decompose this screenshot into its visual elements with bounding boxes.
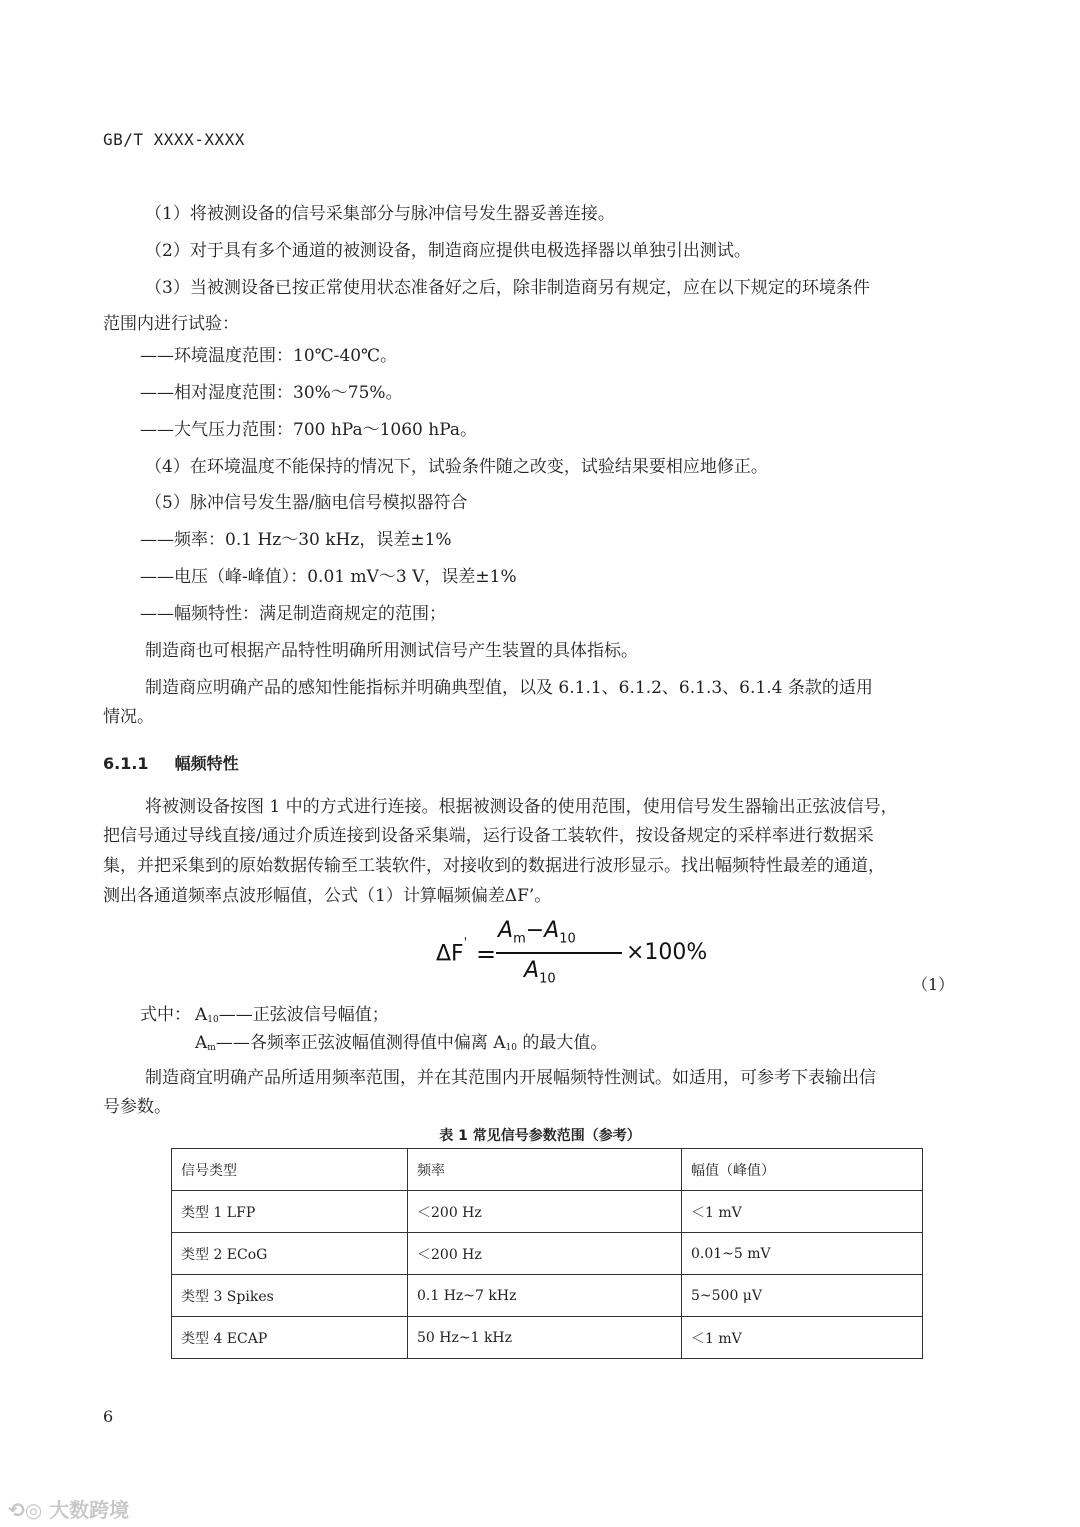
env-pressure: ——大气压力范围：700 hPa～1060 hPa。 [140,420,478,440]
table-cell: ＜1 mV [682,1191,923,1233]
table-cell: 0.01~5 mV [682,1233,923,1275]
section-body-line-1: 将被测设备按图 1 中的方式进行连接。根据被测设备的使用范围，使用信号发生器输出正弦波信号， [145,797,898,817]
paragraph-3-line-2: 范围内进行试验： [103,314,239,334]
paragraph-1: （1）将被测设备的信号采集部分与脉冲信号发生器妥善连接。 [145,204,615,224]
table-header-cell: 频率 [408,1149,682,1191]
paragraph-7-line-1: 制造商应明确产品的感知性能指标并明确典型值，以及 6.1.1、6.1.2、6.1.3、6.1.4 条款的适用 [145,678,873,698]
spec-amplitude: ——幅频特性：满足制造商规定的范围； [140,604,446,624]
section-body-line-3: 集，并把采集到的原始数据传输至工装软件，对接收到的数据进行波形显示。找出幅频特性最差的通道， [103,856,885,876]
paragraph-5: （5）脉冲信号发生器/脑电信号模拟器符合 [145,493,468,513]
table-cell: ＜200 Hz [408,1233,682,1275]
table-cell: 5~500 μV [682,1275,923,1317]
formula-rhs: ×100% [626,940,708,965]
page-number: 6 [103,1407,114,1426]
paragraph-2: （2）对于具有多个通道的被测设备，制造商应提供电极选择器以单独引出测试。 [145,241,751,261]
equation-number: （1） [912,975,955,994]
table-row [172,1191,923,1233]
spec-voltage: ——电压（峰-峰值）：0.01 mV～3 V，误差±1% [140,567,517,587]
table-header-cell: 幅值（峰值） [682,1149,923,1191]
table-header-row [172,1149,923,1191]
standard-code: GB/T XXXX-XXXX [103,130,245,149]
env-humidity: ——相对湿度范围：30%～75%。 [140,383,403,403]
formula-equals: = [476,940,497,968]
table-title: 表 1 常见信号参数范围（参考） [439,1128,641,1144]
section-body-line-4: 测出各通道频率点波形幅值，公式（1）计算幅频偏差ΔF’。 [103,886,552,906]
section-number: 6.1.1 [103,754,149,773]
section-title: 幅频特性 [174,754,239,773]
paragraph-6: 制造商也可根据产品特性明确所用测试信号产生装置的具体指标。 [145,641,638,661]
table-cell: 50 Hz~1 kHz [408,1317,682,1359]
table-row [172,1275,923,1317]
paragraph-4: （4）在环境温度不能保持的情况下，试验条件随之改变，试验结果要相应地修正。 [145,457,768,477]
table-cell: ＜1 mV [682,1317,923,1359]
section-body-line-2: 把信号通过导线直接/通过介质连接到设备采集端，运行设备工装软件，按设备规定的采样率进行数据采 [103,826,874,846]
signal-parameter-table [171,1148,923,1359]
closing-line-1: 制造商宜明确产品所适用频率范围，并在其范围内开展幅频特性测试。如适用，可参考下表输出信 [145,1068,876,1088]
table-row [172,1233,923,1275]
paragraph-3-line-1: （3）当被测设备已按正常使用状态准备好之后，除非制造商另有规定，应在以下规定的环境条件 [145,278,870,298]
formula-numerator: $A_m-A_{10}$ [498,918,576,947]
formula-denominator: $A_{10}$ [524,958,556,987]
paragraph-7-line-2: 情况。 [103,707,154,727]
table-row [172,1317,923,1359]
table-cell: 类型 1 LFP [172,1191,408,1233]
where-label: 式中： [140,1005,191,1025]
fraction-bar [496,952,622,954]
table-header-cell: 信号类型 [172,1149,408,1191]
table-cell: 类型 3 Spikes [172,1275,408,1317]
formula-lhs: ΔF' [436,935,468,967]
formula-1 [436,918,708,990]
section-heading [103,751,239,774]
spec-frequency: ——频率：0.1 Hz～30 kHz，误差±1% [140,530,452,550]
env-temperature: ——环境温度范围：10℃-40℃。 [140,346,398,366]
table-cell: ＜200 Hz [408,1191,682,1233]
watermark-logo: ⟲◎ 大数跨境 [8,1498,130,1522]
where-item-2: Am——各频率正弦波幅值测得值中偏离 A10 的最大值。 [195,1033,608,1053]
table-cell: 0.1 Hz~7 kHz [408,1275,682,1317]
where-item-1: A10——正弦波信号幅值； [195,1005,389,1025]
table-cell: 类型 2 ECoG [172,1233,408,1275]
table-cell: 类型 4 ECAP [172,1317,408,1359]
closing-line-2: 号参数。 [103,1097,171,1117]
